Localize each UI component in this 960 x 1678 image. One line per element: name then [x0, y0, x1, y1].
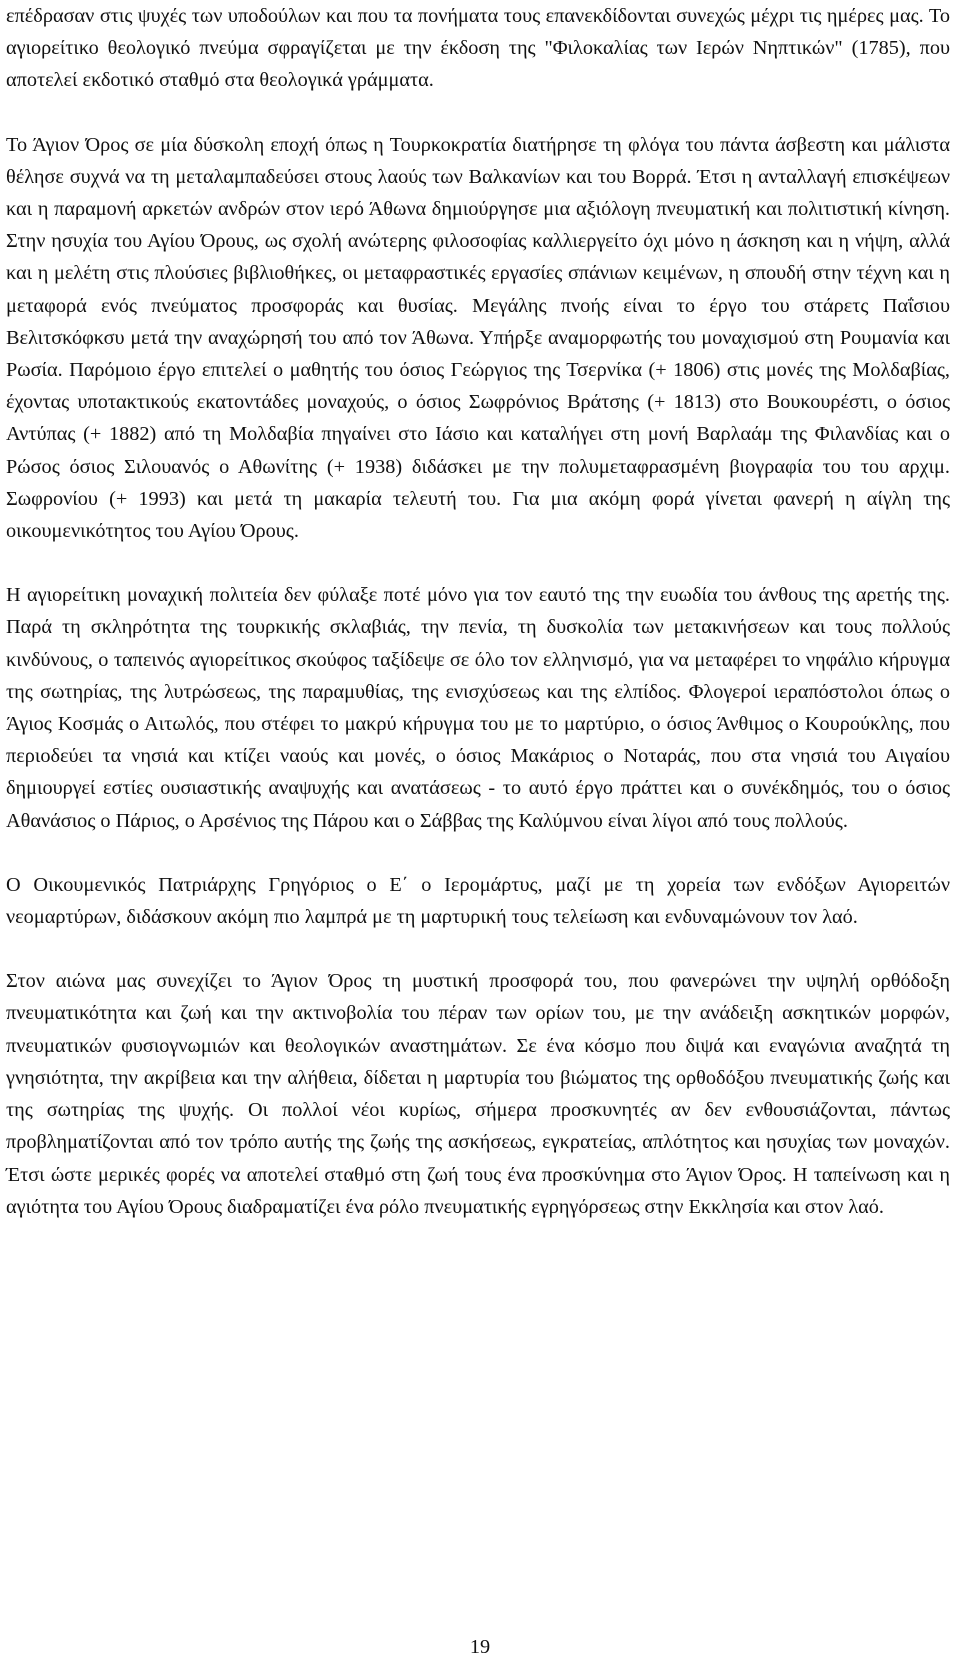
paragraph-5: Στον αιώνα μας συνεχίζει το Άγιον Όρος τη μυστική προσφορά του, που φανερώνει την υψηλή ορθόδοξη πνευματικότητα και ζωή και την ακτινοβολία του πέραν των ορίων του, με την ανάδειξη ασκητικών μορφών, πνευματικών φυσιογνωμιών και θεολογικών αναστημάτων. Σε ένα κόσμο που διψά και εναγώνια αναζητά τη γνησιότητα, την ακρίβεια και την αλήθεια, δίδεται η μαρτυρία του βιώματος της ορθοδόξου πνευματικής ζωής και της σωτηρίας της ψυχής. Οι πολλοί νέοι κυρίως, σήμερα προσκυνητές αν δεν ενθουσιάζονται, πάντως προβληματίζονται από τον τρόπο αυτής της ζωής της ασκήσεως, εγκρατείας, απλότητος και ησυχίας των μοναχών. Έτσι ώστε μερικές φορές να αποτελεί σταθμό στη ζωή τους ένα προσκύνημα στο Άγιον Όρος. Η ταπείνωση και η αγιότητα του Αγίου Όρους διαδραματίζει ένα ρόλο πνευματικής εγρηγόρσεως στην Εκκλησία και στον λαό. [6, 970, 950, 1218]
paragraph-2: Το Άγιον Όρος σε μία δύσκολη εποχή όπως η Τουρκοκρατία διατήρησε τη φλόγα του πάντα άσβεστη και μάλιστα θέλησε συχνά να τη μεταλαμπαδεύσει στους λαούς των Βαλκανίων και του Βορρά. Έτσι η ανταλλαγή επισκέψεων και η παραμονή αρκετών ανδρών στον ιερό Άθωνα δημιούργησε μια αξιόλογη πνευματική και πολιτιστική κίνηση. Στην ησυχία του Αγίου Όρους, ως σχολή ανώτερης φιλοσοφίας καλλιεργείτο όχι μόνο η άσκηση και η νήψη, αλλά και η μελέτη στις πλούσιες βιβλιοθήκες, οι μεταφραστικές εργασίες σπάνιων κειμένων, η σπουδή στην τέχνη και η μεταφορά ενός πνεύματος προσφοράς και θυσίας. Μεγάλης πνοής είναι το έργο του στάρετς Παΐσιου Βελιτσκόφκσυ μετά την αναχώρησή του από τον Άθωνα. Υπήρξε αναμορφωτής του μοναχισμού στη Ρουμανία και Ρωσία. Παρόμοιο έργο επιτελεί ο μαθητής του όσιος Γεώργιος της Τσερνίκα (+ 1806) στις μονές της Μολδαβίας, έχοντας υποτακτικούς εκατοντάδες μοναχούς, ο όσιος Σωφρόνιος Βράτσης (+ 1813) στο Βουκουρέστι, ο όσιος Αντύπας (+ 1882) από τη Μολδαβία πηγαίνει στο Ιάσιο και καταλήγει στη μονή Βαρλαάμ της Φιλανδίας και ο Ρώσος όσιος Σιλουανός ο Αθωνίτης (+ 1938) διδάσκει με την πολυμεταφρασμένη βιογραφία του του αρχιμ. Σωφρονίου (+ 1993) και μετά τη μακαρία τελευτή του. Για μια ακόμη φορά γίνεται φανερή η αίγλη της οικουμενικότητος του Αγίου Όρους. [6, 133, 950, 543]
page-number: 19 [469, 1636, 491, 1658]
paragraph-3: Η αγιορείτικη μοναχική πολιτεία δεν φύλαξε ποτέ μόνο για τον εαυτό της την ευωδία του άνθους της αρετής της. Παρά τη σκληρότητα της τουρκικής σκλαβιάς, την πενία, τη δυσκολία των μετακινήσεων και τους πολλούς κινδύνους, ο ταπεινός αγιορείτικος σκούφος ταξίδεψε σε όλο τον ελληνισμό, για να μεταφέρει το νηφάλιο κήρυγμα της σωτηρίας, της λυτρώσεως, της παραμυθίας, της ενισχύσεως και της ελπίδος. Φλογεροί ιεραπόστολοι όπως ο Άγιος Κοσμάς ο Αιτωλός, που στέφει το μακρύ κήρυγμα του με το μαρτύριο, ο όσιος Άνθιμος ο Κουρούκλης, που περιοδεύει τα νησιά και κτίζει ναούς και μονές, ο όσιος Μακάριος ο Νοταράς, που στα νησιά του Αιγαίου δημιουργεί εστίες ουσιαστικής αναψυχής και ανατάσεως - το αυτό έργο πράττει και ο συνέκδημός, του ο όσιος Αθανάσιος ο Πάριος, ο Αρσένιος της Πάρου και ο Σάββας της Καλύμνου είναι λίγοι από τους πολλούς. [6, 584, 950, 832]
paragraph-4: Ο Οικουμενικός Πατριάρχης Γρηγόριος ο Ε΄ ο Ιερομάρτυς, μαζί με τη χορεία των ενδόξων Αγιορειτών νεομαρτύρων, διδάσκουν ακόμη πιο λαμπρά με τη μαρτυρική τους τελείωση και ενδυναμώνουν τον λαό. [6, 873, 950, 929]
paragraph-1: επέδρασαν στις ψυχές των υποδούλων και που τα πονήματα τους επανεκδίδονται συνεχώς μέχρι τις ημέρες μας. Το αγιορείτικο θεολογικό πνεύμα σφραγίζεται με την έκδοση της "Φιλοκαλίας των Ιερών Νηπτικών" (1785), που αποτελεί εκδοτικό σταθμό στα θεολογικά γράμματα. [6, 5, 950, 92]
document-body [6, 0, 950, 1255]
